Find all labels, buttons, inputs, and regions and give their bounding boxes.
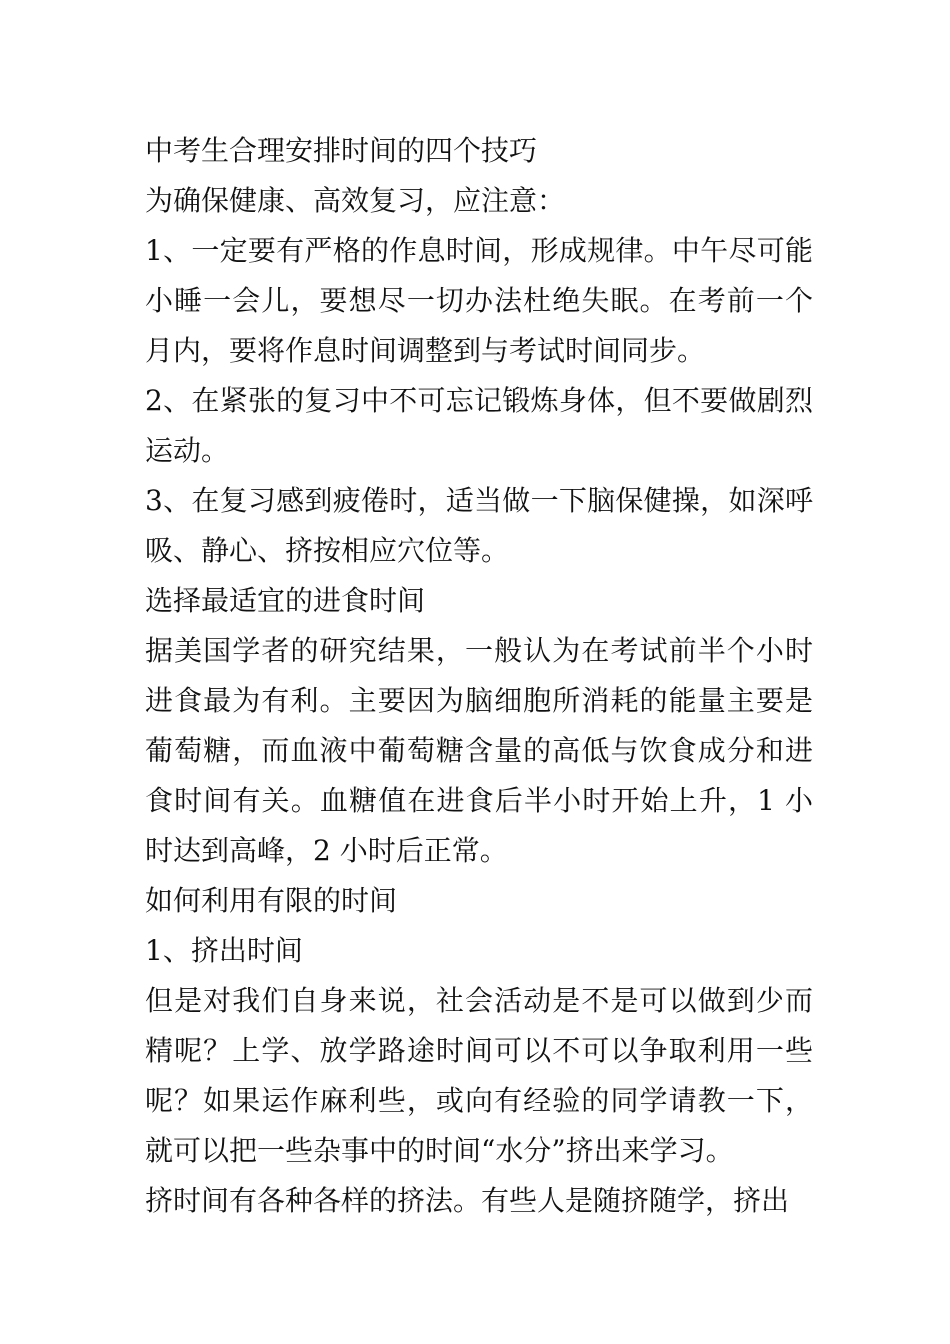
squeeze-methods-paragraph: 挤时间有各种各样的挤法。有些人是随挤随学，挤出 bbox=[145, 1184, 790, 1217]
tip-2-paragraph: 2、在紧张的复习中不可忘记锻炼身体，但不要做剧烈运动。 bbox=[145, 384, 813, 467]
section-heading-limited-time: 如何利用有限的时间 bbox=[145, 884, 398, 917]
squeeze-time-paragraph: 但是对我们自身来说，社会活动是不是可以做到少而精呢？上学、放学路途时间可以不可以争取利用一些呢？如果运作麻利些，或向有经验的同学请教一下，就可以把一些杂事中的时间“水分”挤出来学习。 bbox=[145, 984, 813, 1167]
tip-3-paragraph: 3、在复习感到疲倦时，适当做一下脑保健操，如深呼吸、静心、挤按相应穴位等。 bbox=[145, 484, 813, 567]
section-heading-meal-time: 选择最适宜的进食时间 bbox=[145, 584, 426, 617]
meal-time-paragraph: 据美国学者的研究结果，一般认为在考试前半个小时进食最为有利。主要因为脑细胞所消耗的能量主要是葡萄糖，而血液中葡萄糖含量的高低与饮食成分和进食时间有关。血糖值在进食后半小时开始上升，1 小时达到高峰，2 小时后正常。 bbox=[145, 634, 813, 867]
subheading-squeeze-time: 1、挤出时间 bbox=[145, 934, 303, 967]
document-title: 中考生合理安排时间的四个技巧 bbox=[145, 134, 538, 167]
intro-paragraph: 为确保健康、高效复习，应注意： bbox=[145, 184, 566, 217]
tip-1-paragraph: 1、一定要有严格的作息时间，形成规律。中午尽可能小睡一会儿，要想尽一切办法杜绝失眠。在考前一个月内，要将作息时间调整到与考试时间同步。 bbox=[145, 234, 813, 367]
document-body bbox=[145, 126, 813, 1226]
